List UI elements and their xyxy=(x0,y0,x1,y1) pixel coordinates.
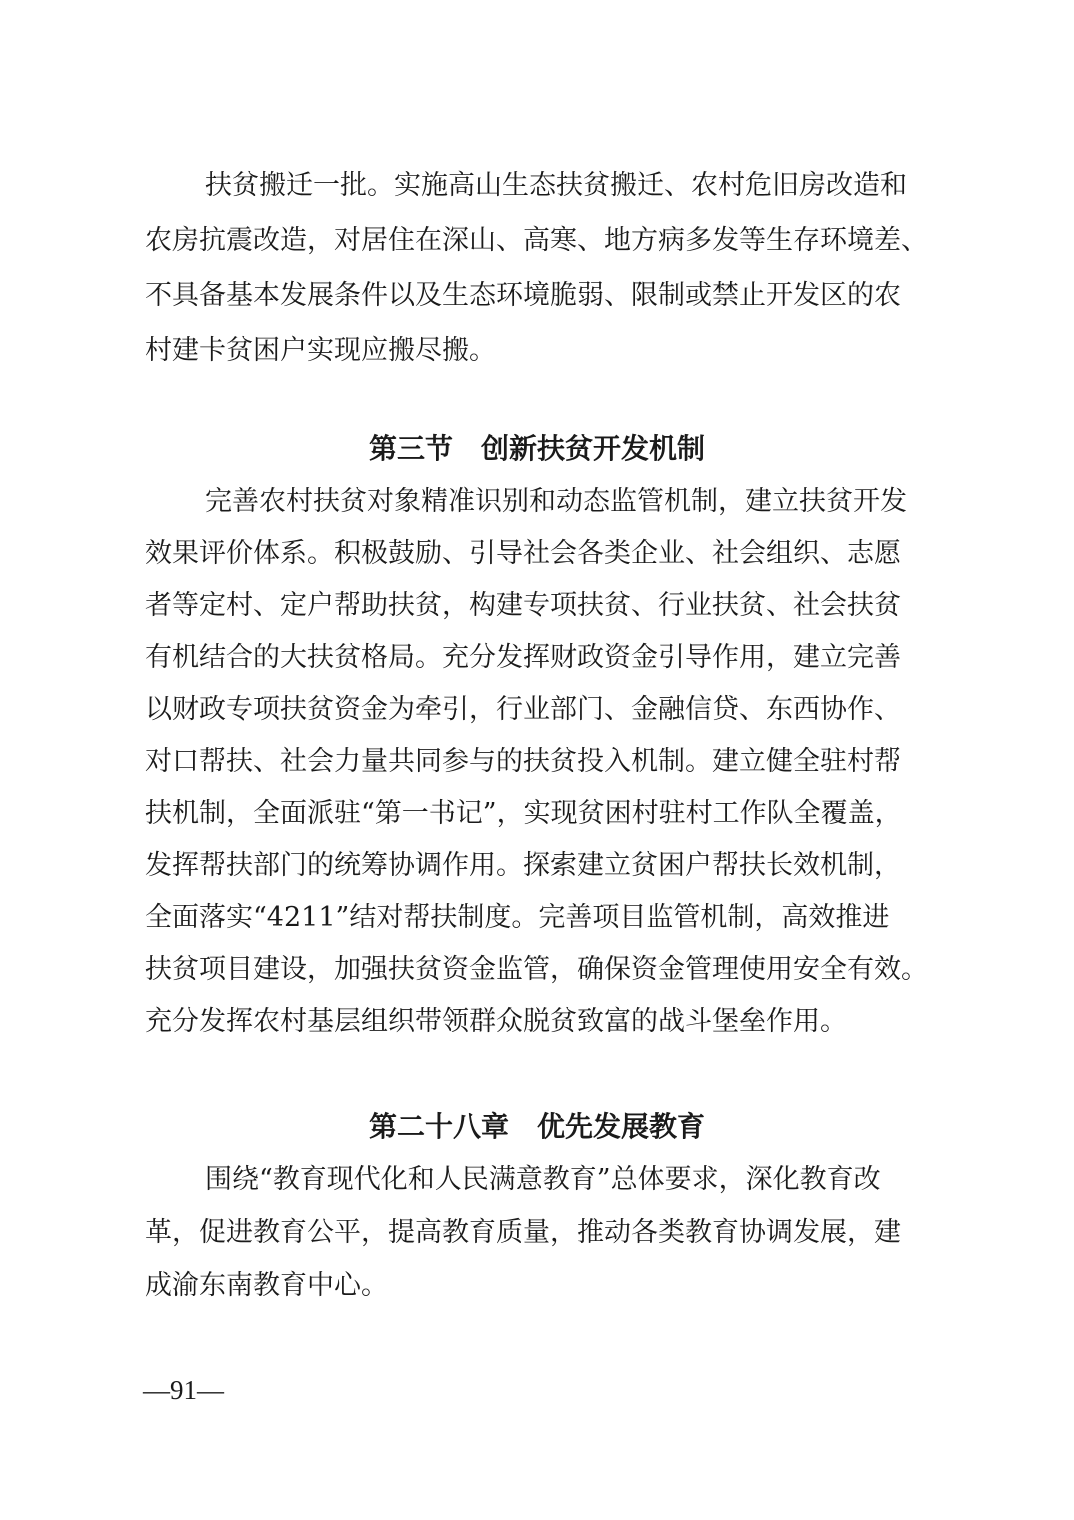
chapter-heading: 第二十八章 优先发展教育 xyxy=(368,1110,705,1143)
text-line: 扶机制，全面派驻“第一书记”，实现贫困村驻村工作队全覆盖， xyxy=(145,798,902,829)
text-line: 者等定村、定户帮助扶贫，构建专项扶贫、行业扶贫、社会扶贫 xyxy=(145,590,901,621)
text-line: 围绕“教育现代化和人民满意教育”总体要求，深化教育改 xyxy=(205,1164,881,1195)
page-number: —91— xyxy=(143,1375,224,1405)
paragraph-line xyxy=(0,950,1074,990)
text-line: 充分发挥农村基层组织带领群众脱贫致富的战斗堡垒作用。 xyxy=(145,1006,847,1037)
text-line: 村建卡贫困户实现应搬尽搬。 xyxy=(145,335,496,366)
paragraph-line xyxy=(0,742,1074,782)
paragraph-line xyxy=(0,586,1074,626)
text-line: 发挥帮扶部门的统筹协调作用。探索建立贫困户帮扶长效机制， xyxy=(145,850,901,881)
paragraph-line xyxy=(0,846,1074,886)
text-line: 农房抗震改造，对居住在深山、高寒、地方病多发等生存环境差、 xyxy=(145,225,928,256)
paragraph-line xyxy=(0,638,1074,678)
text-line: 以财政专项扶贫资金为牵引，行业部门、金融信贷、东西协作、 xyxy=(145,694,901,725)
text-line: 对口帮扶、社会力量共同参与的扶贫投入机制。建立健全驻村帮 xyxy=(145,746,901,777)
text-line: 革，促进教育公平，提高教育质量，推动各类教育协调发展，建 xyxy=(145,1217,901,1248)
paragraph-line xyxy=(0,1002,1074,1042)
text-line: 完善农村扶贫对象精准识别和动态监管机制，建立扶贫开发 xyxy=(205,486,907,517)
text-line: 扶贫项目建设，加强扶贫资金监管，确保资金管理使用安全有效。 xyxy=(145,954,928,985)
paragraph-line xyxy=(0,1213,1074,1253)
paragraph-line xyxy=(0,794,1074,834)
paragraph-line xyxy=(0,482,1074,522)
paragraph-line xyxy=(0,331,1074,371)
section-heading: 第三节 创新扶贫开发机制 xyxy=(368,432,705,465)
text-line: 扶贫搬迁一批。实施高山生态扶贫搬迁、农村危旧房改造和 xyxy=(205,170,907,201)
text-line: 有机结合的大扶贫格局。充分发挥财政资金引导作用，建立完善 xyxy=(145,642,901,673)
paragraph-line xyxy=(0,534,1074,574)
text-line: 全面落实“4211”结对帮扶制度。完善项目监管机制，高效推进 xyxy=(145,902,890,933)
paragraph-line xyxy=(0,221,1074,261)
paragraph-line xyxy=(0,898,1074,938)
text-line: 不具备基本发展条件以及生态环境脆弱、限制或禁止开发区的农 xyxy=(145,280,901,311)
paragraph-line xyxy=(0,690,1074,730)
paragraph-line xyxy=(0,1266,1074,1306)
text-line: 效果评价体系。积极鼓励、引导社会各类企业、社会组织、志愿 xyxy=(145,538,901,569)
paragraph-line xyxy=(0,276,1074,316)
paragraph-line xyxy=(0,1160,1074,1200)
text-line: 成渝东南教育中心。 xyxy=(145,1270,388,1301)
paragraph-line xyxy=(0,166,1074,206)
